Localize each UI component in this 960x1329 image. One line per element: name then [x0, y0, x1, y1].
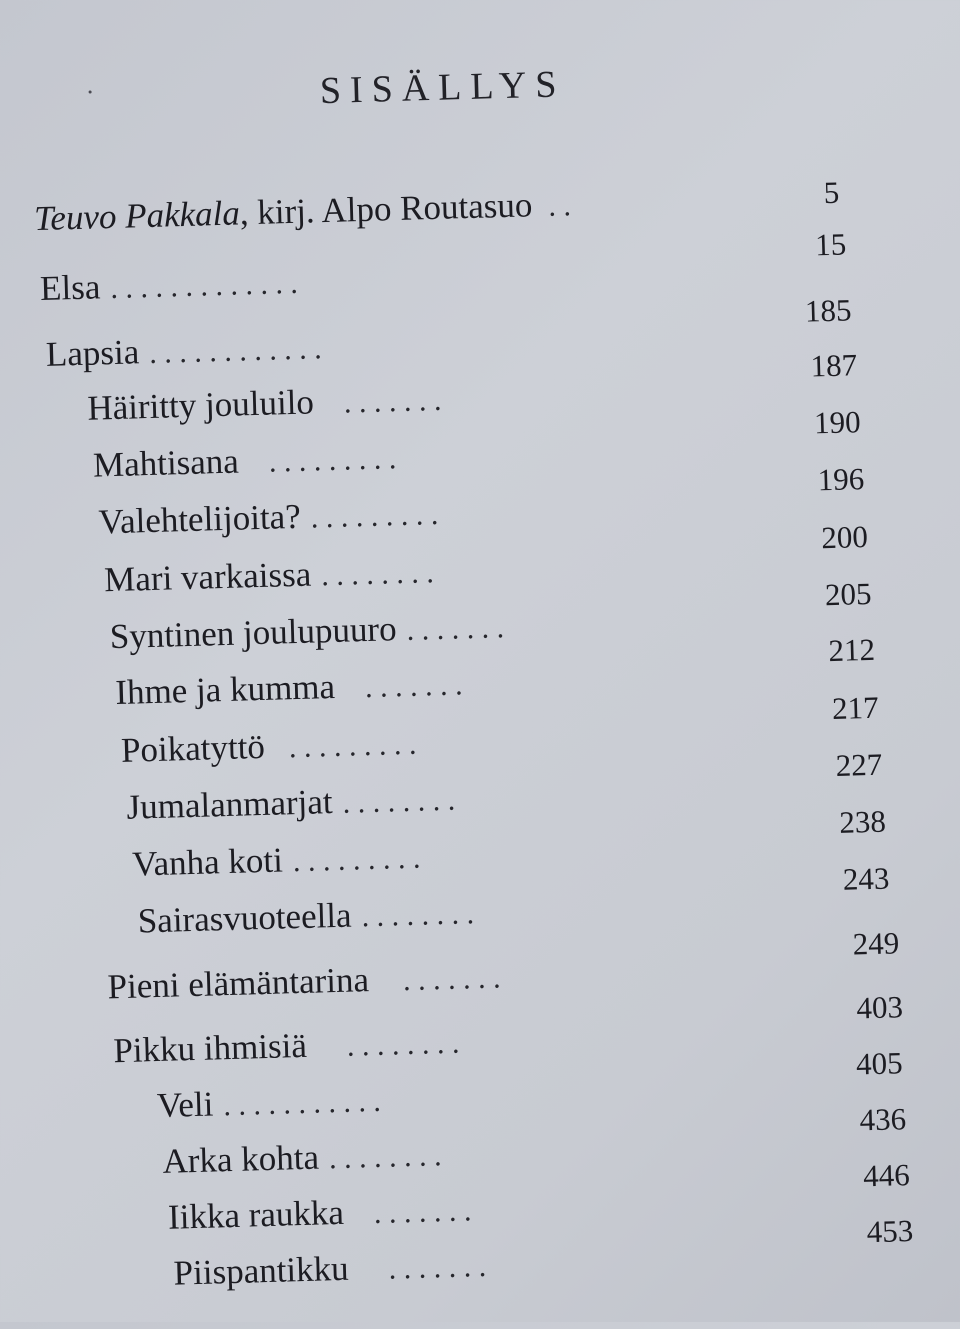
toc-page-number: 403: [855, 989, 904, 1026]
toc-entry: [107, 925, 900, 1009]
toc-entry-title: Pikku ihmisiä: [112, 1025, 308, 1071]
toc-entry-title: Iikka raukka: [167, 1192, 345, 1237]
dot-leader: . . . . . . . .: [361, 897, 475, 934]
toc-entry-title: Teuvo Pakkala, kirj. Alpo Routasuo: [33, 185, 533, 239]
dot-leader: . . . . . . . . .: [288, 727, 417, 765]
toc-entry-title: Arka kohta: [161, 1137, 320, 1181]
toc-page-number: 436: [859, 1101, 907, 1138]
dot-leader: . . . . . . . . . . . .: [148, 332, 323, 370]
toc-page-number: 187: [810, 347, 858, 384]
toc-page-number: 185: [804, 292, 852, 329]
toc-page-number: 15: [814, 226, 847, 263]
toc-entry-title: Lapsia: [45, 332, 140, 374]
toc-page-number: 453: [866, 1212, 914, 1250]
toc-entry-title: Elsa: [39, 267, 101, 308]
dot-leader: . . . . . . .: [343, 383, 442, 420]
page-title: SISÄLLYS: [319, 63, 566, 113]
toc-page-number: 405: [855, 1045, 904, 1082]
toc-page-number: 212: [828, 631, 876, 669]
toc-entry-title: Pieni elämäntarina: [107, 960, 370, 1007]
toc-page-number: 190: [813, 404, 862, 441]
toc-entry-title: Poikatyttö: [120, 726, 266, 770]
toc-page-number: 243: [842, 860, 890, 897]
dot-leader: . .: [547, 189, 572, 223]
toc-page-number: 217: [831, 689, 880, 727]
dot-leader: . . . . . . .: [402, 961, 501, 998]
dot-leader: . . . . . . .: [373, 1194, 472, 1231]
toc-entry: [33, 174, 845, 242]
dot-leader: . . . . . . . .: [320, 556, 435, 593]
dot-leader: . . . . . . . .: [328, 1139, 442, 1176]
toc-entry-title: Jumalanmarjat: [126, 782, 334, 827]
toc-page-number: 227: [835, 746, 883, 783]
dot-leader: . . . . . . . . . . .: [222, 1084, 382, 1123]
toc-entry-title: Vanha koti: [131, 840, 284, 884]
toc-entry-title: Mahtisana: [92, 441, 240, 485]
dot-leader: . . . . . . . . .: [292, 841, 421, 879]
dot-leader: . . . . . . .: [388, 1249, 487, 1286]
toc-entry-title: Sairasvuoteella: [137, 895, 353, 941]
toc-page-number: 249: [852, 925, 900, 962]
toc-entry-title: Valehtelijoita?: [98, 496, 302, 542]
toc-entry-title: Ihme ja kumma: [114, 666, 336, 713]
toc-page-number: 446: [862, 1157, 911, 1194]
dot-leader: . . . . . . . .: [342, 783, 456, 820]
toc-entry: [39, 226, 847, 311]
toc-entry-title: Häiritty jouluilo: [86, 382, 315, 428]
toc-entry-title: Syntinen joulupuuro: [109, 609, 398, 657]
toc-page-number: 196: [817, 461, 865, 498]
dot-leader: . . . . . . . . .: [268, 442, 397, 479]
toc-page-number: 238: [838, 803, 887, 840]
dot-leader: . . . . . . .: [364, 668, 463, 705]
toc-entry-title: Veli: [156, 1084, 214, 1126]
toc-page-number: 200: [820, 518, 869, 556]
toc-entry-title: Piispantikku: [173, 1248, 350, 1293]
dot-leader: . . . . . . . . . . . . .: [109, 266, 299, 306]
dot-leader: . . . . . . . . .: [310, 497, 439, 535]
dot-leader: . . . . . . .: [406, 611, 505, 647]
toc-page-number: 205: [824, 575, 872, 613]
toc-entry-title: Mari varkaissa: [103, 554, 312, 600]
toc-page-number: 5: [823, 174, 840, 211]
dot-leader: . . . . . . . .: [346, 1026, 460, 1063]
